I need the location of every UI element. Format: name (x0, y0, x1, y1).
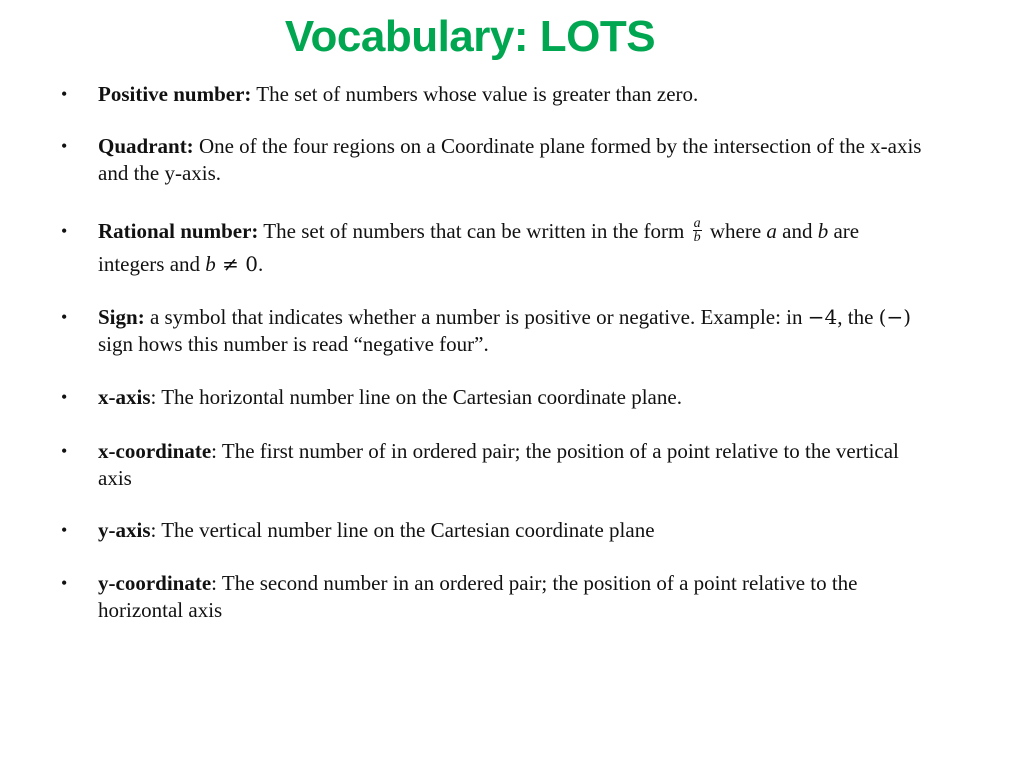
bullet-icon: • (61, 520, 68, 540)
list-item-positive-number (61, 81, 928, 108)
variable: b (205, 252, 216, 276)
definition-part: and (776, 219, 818, 243)
definition: : The horizontal number line on the Cartesian coordinate plane. (150, 385, 682, 409)
definition: The set of numbers whose value is greater than zero. (251, 82, 699, 106)
bullet-icon: • (61, 573, 68, 593)
term: Quadrant: (98, 134, 194, 158)
definition-part: , the (837, 305, 879, 329)
definition-part: where (704, 219, 767, 243)
term: Rational number: (98, 219, 259, 243)
term: y-axis (98, 518, 151, 542)
definition: : The second number in an ordered pair; the position of a point relative to the horizontal axis (98, 571, 858, 622)
list-item-x-coordinate (61, 438, 928, 492)
fraction-numerator: a (693, 215, 701, 231)
bullet-icon: • (61, 307, 68, 327)
fraction-denominator: b (693, 229, 701, 245)
bullet-icon: • (61, 221, 68, 241)
term: x-coordinate (98, 439, 212, 463)
bullet-icon: • (61, 136, 68, 156)
definition-part: are integers and (98, 219, 860, 276)
list-item-y-coordinate (61, 570, 928, 624)
definition: : The vertical number line on the Cartesian coordinate plane (150, 518, 655, 542)
definition: One of the four regions on a Coordinate plane formed by the intersection of the x-axis and the y-axis. (98, 134, 922, 185)
term: y-coordinate (98, 571, 212, 595)
page-title: Vocabulary: LOTS (284, 12, 656, 61)
definition-part: a symbol that indicates whether a number is positive or negative. Example: in (144, 305, 808, 329)
list-item-rational-number (61, 215, 928, 281)
term: x-axis (98, 385, 151, 409)
list-item-quadrant (61, 133, 928, 187)
definition-part: sign hows this number is read “negative four”. (98, 332, 489, 356)
math-example: −4 (807, 305, 838, 329)
definition-end: . (258, 252, 264, 276)
definition: : The first number of in ordered pair; the position of a point relative to the vertical axis (98, 439, 899, 490)
variable: a (766, 219, 777, 243)
term: Sign: (98, 305, 145, 329)
bullet-icon: • (61, 84, 68, 104)
bullet-icon: • (61, 441, 68, 461)
math-sign: (−) (878, 305, 912, 329)
list-item-x-axis (61, 384, 928, 411)
math-condition: ≠ 0 (215, 252, 258, 276)
bullet-icon: • (61, 387, 68, 407)
fraction (693, 217, 702, 244)
list-item-sign (61, 304, 928, 358)
list-item-y-axis (61, 517, 928, 544)
definition-part: The set of numbers that can be written in the form (258, 219, 690, 243)
variable: b (817, 219, 829, 243)
term: Positive number: (98, 82, 252, 106)
